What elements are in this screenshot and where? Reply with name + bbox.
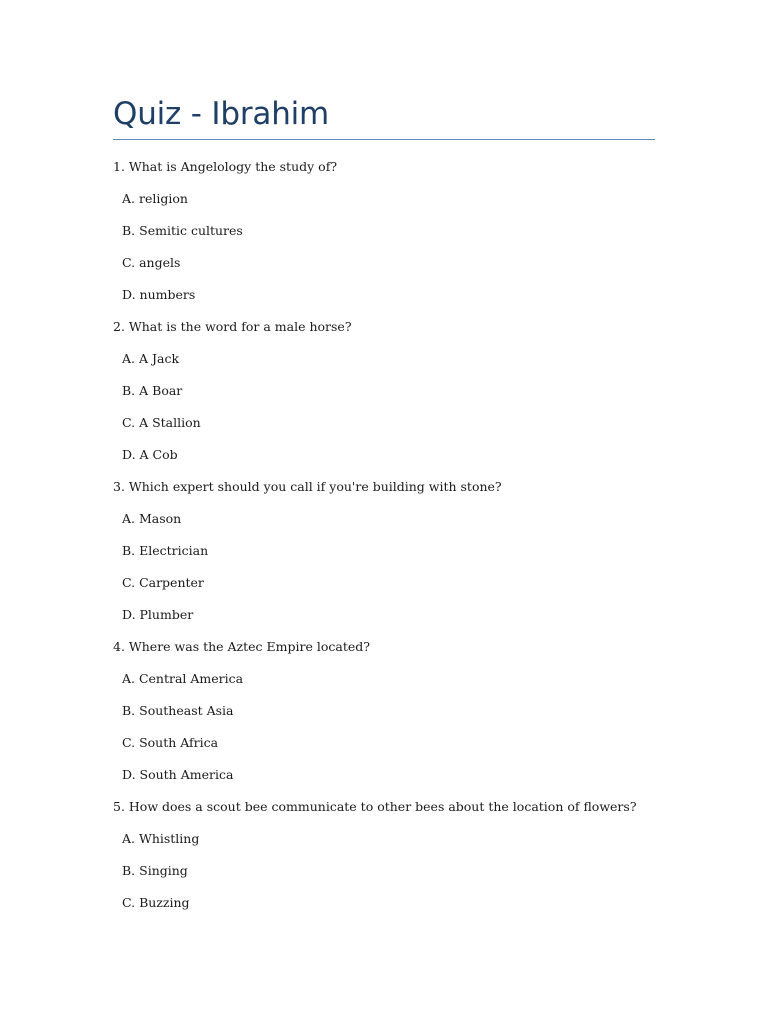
question-text: 4. Where was the Aztec Empire located?	[113, 639, 370, 654]
answer-option: A. Mason	[122, 511, 182, 526]
answer-option: D. A Cob	[122, 447, 178, 462]
answer-option: C. Carpenter	[122, 575, 204, 590]
answer-option: A. A Jack	[122, 351, 180, 366]
answer-option: B. A Boar	[122, 383, 183, 398]
answer-option: B. Electrician	[122, 543, 209, 558]
question-text: 5. How does a scout bee communicate to other bees about the location of flowers?	[113, 799, 637, 814]
answer-option: C. South Africa	[122, 735, 219, 750]
question-text: 1. What is Angelology the study of?	[113, 159, 338, 174]
answer-option: A. Central America	[122, 671, 244, 686]
answer-option: B. Singing	[122, 863, 188, 878]
document-page	[113, 92, 655, 927]
document-title: Quiz - Ibrahim	[113, 96, 330, 132]
question-text: 3. Which expert should you call if you're building with stone?	[113, 479, 502, 494]
answer-option: B. Southeast Asia	[122, 703, 234, 718]
question-text: 2. What is the word for a male horse?	[113, 319, 352, 334]
answer-option: C. Buzzing	[122, 895, 190, 910]
answer-option: A. religion	[122, 191, 188, 206]
question-list	[113, 159, 655, 927]
answer-option: D. Plumber	[122, 607, 194, 622]
answer-option: C. angels	[122, 255, 181, 270]
title-underline	[113, 139, 655, 140]
answer-option: C. A Stallion	[122, 415, 201, 430]
answer-option: B. Semitic cultures	[122, 223, 243, 238]
answer-option: A. Whistling	[122, 831, 200, 846]
answer-option: D. numbers	[122, 287, 196, 302]
answer-option: D. South America	[122, 767, 234, 782]
